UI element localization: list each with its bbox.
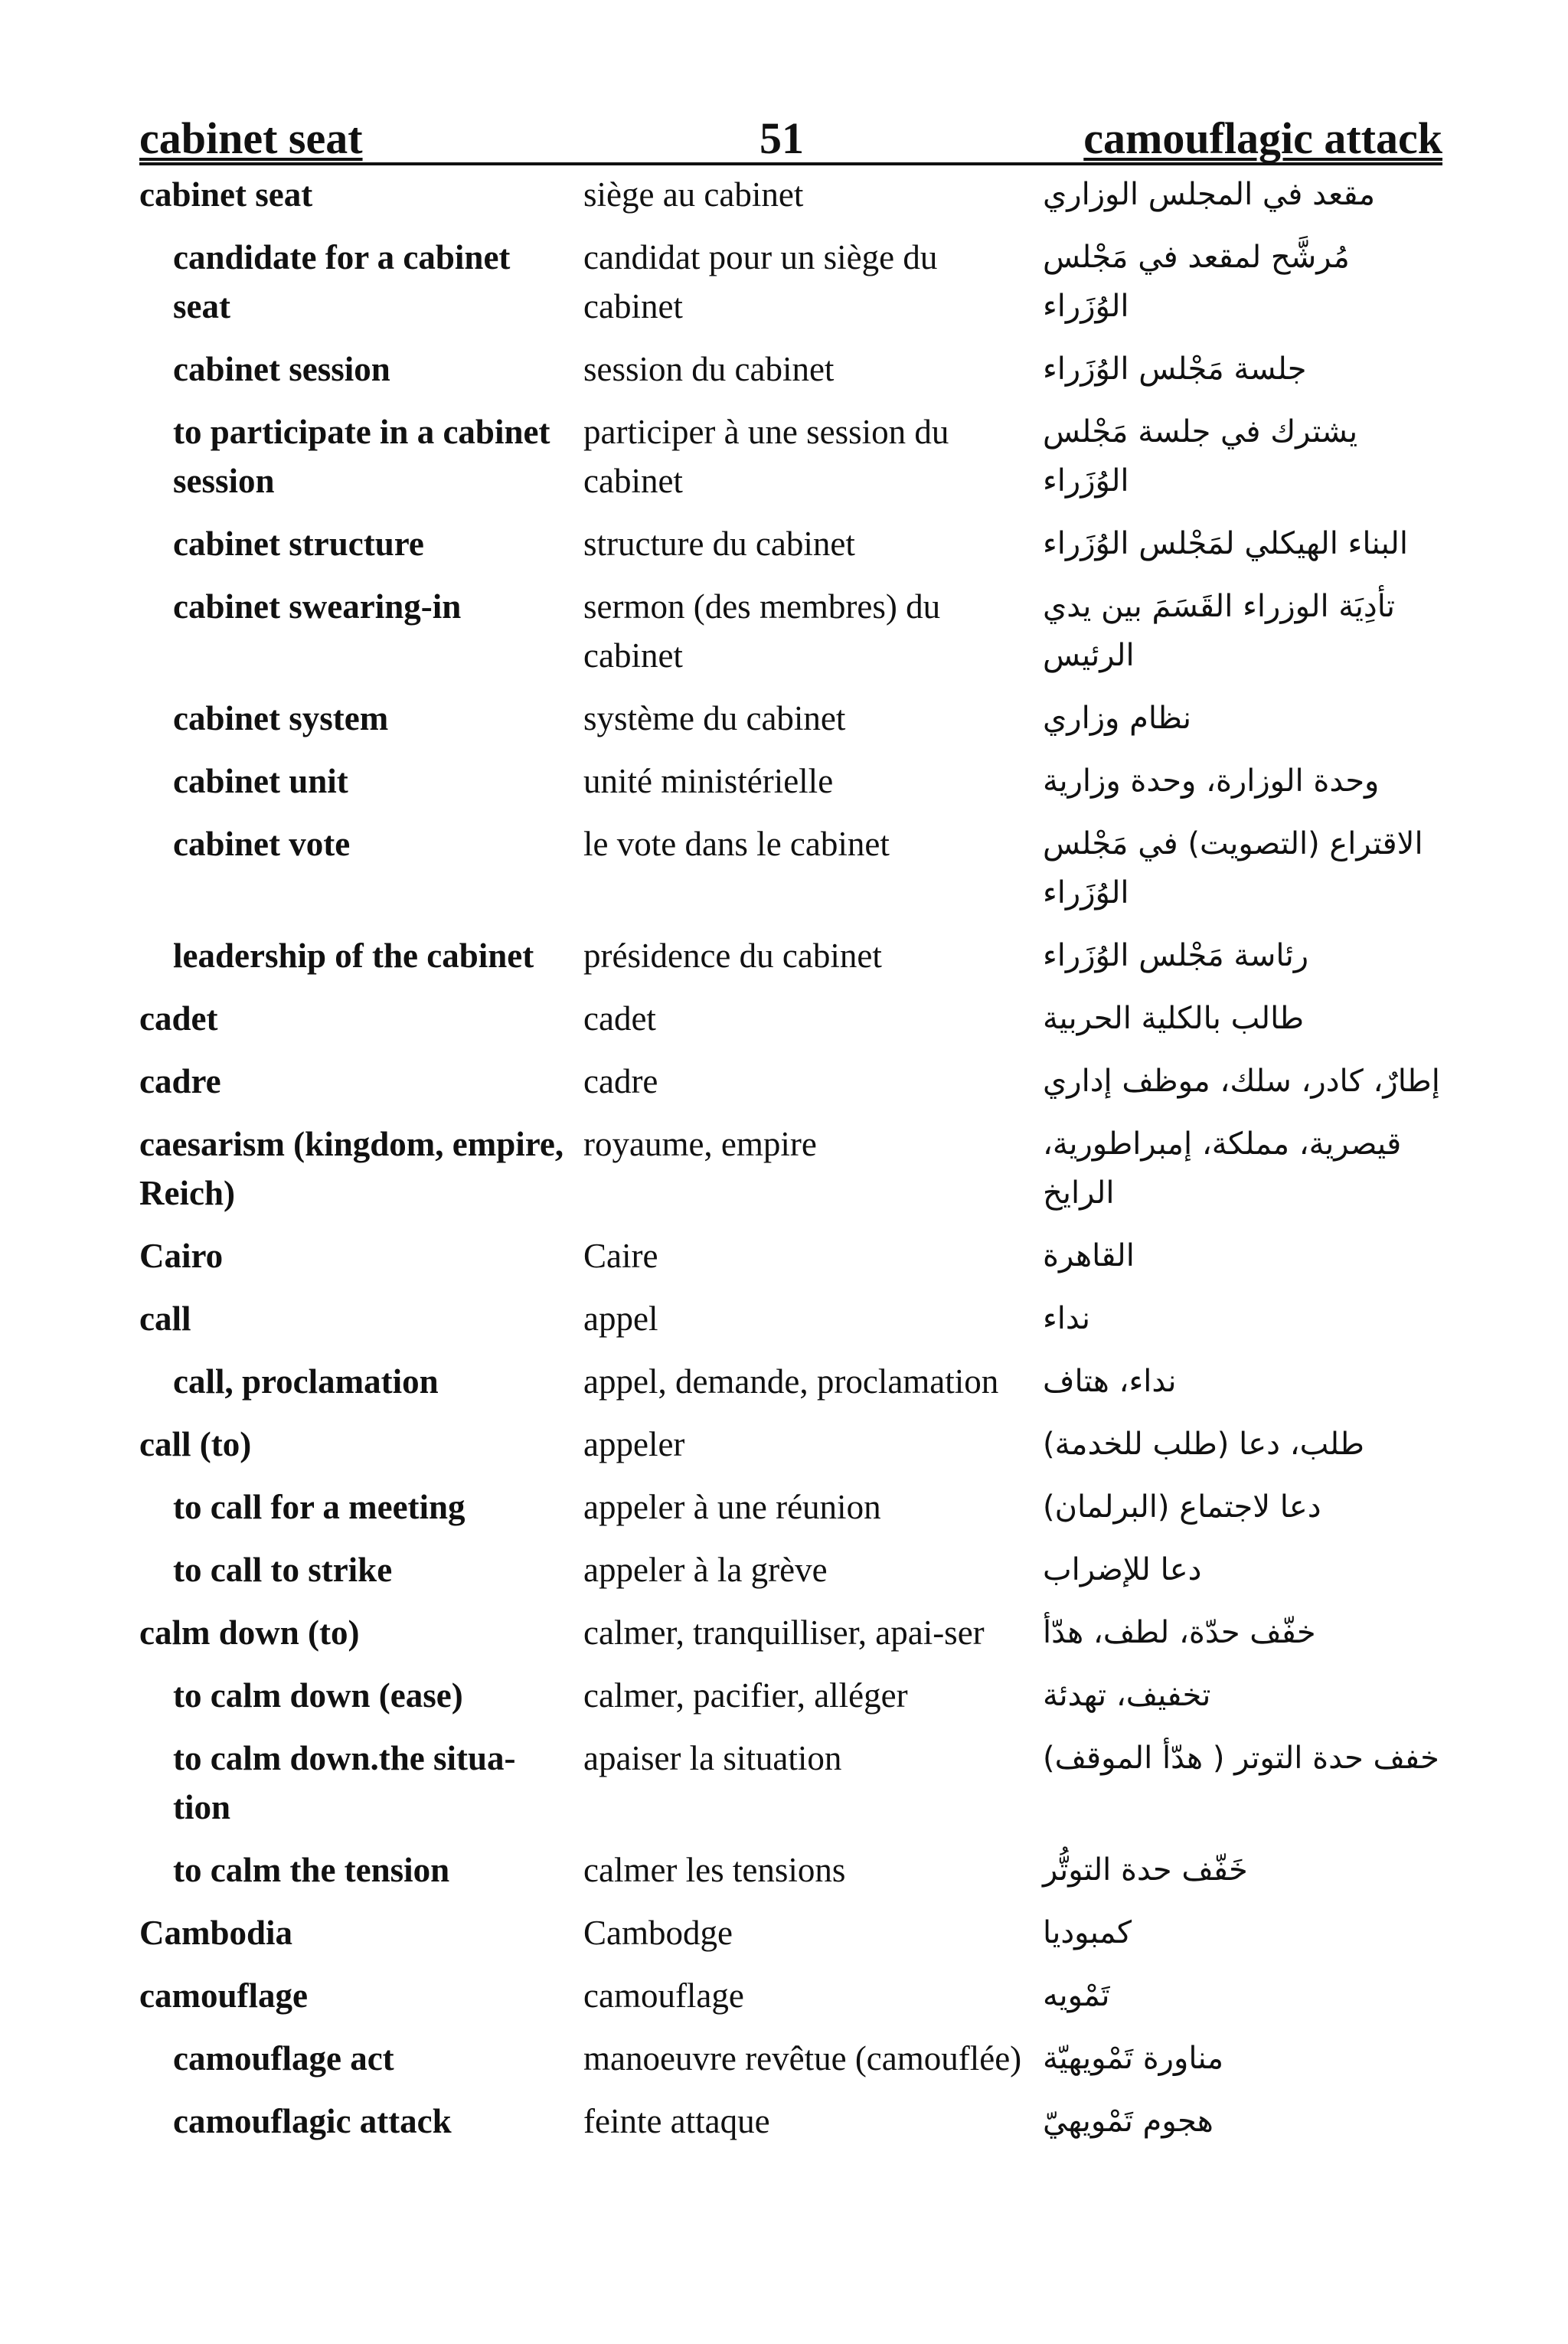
entry-arabic: تَمْويه — [1043, 1978, 1110, 2013]
entry-arabic: نظام وزاري — [1043, 701, 1191, 736]
dictionary-entry — [139, 2097, 1442, 2159]
entry-arabic: البناء الهيكلي لمَجْلس الوُزَراء — [1043, 526, 1408, 561]
dictionary-entry — [139, 1057, 1442, 1120]
entry-arabic: هجوم تَمْويهيّ — [1043, 2104, 1214, 2139]
entry-french: appeler — [583, 1425, 685, 1463]
dictionary-entry — [139, 170, 1442, 233]
entry-french: royaume, empire — [583, 1125, 817, 1163]
dictionary-entry — [139, 1671, 1442, 1734]
entry-english: cabinet seat — [139, 175, 313, 214]
dictionary-entry — [139, 1845, 1442, 1908]
dictionary-entry — [139, 1120, 1442, 1231]
entry-french: participer à une session du cabinet — [583, 413, 949, 500]
entry-english: to call for a meeting — [173, 1488, 466, 1526]
entry-french: calmer, tranquilliser, apai-ser — [583, 1613, 985, 1652]
dictionary-entry — [139, 1545, 1442, 1608]
entry-arabic: مُرشَّح لمقعد في مَجْلس الوُزَراء — [1043, 240, 1350, 324]
entry-arabic: تخفيف، تهدئة — [1043, 1678, 1211, 1713]
entry-french: Cambodge — [583, 1914, 733, 1952]
entry-french: candidat pour un siège du cabinet — [583, 238, 938, 325]
entry-english: cabinet swearing-in — [173, 587, 462, 626]
dictionary-entry — [139, 931, 1442, 994]
dictionary-entry — [139, 694, 1442, 757]
entry-french: calmer, pacifier, alléger — [583, 1676, 908, 1715]
page-number: 51 — [760, 113, 804, 163]
entry-english: cadet — [139, 999, 218, 1038]
entry-french: le vote dans le cabinet — [583, 825, 890, 863]
entry-arabic: كمبوديا — [1043, 1915, 1132, 1950]
entry-french: feinte attaque — [583, 2102, 770, 2140]
entry-french: calmer les tensions — [583, 1851, 846, 1889]
entry-arabic: يشترك في جلسة مَجْلس الوُزَراء — [1043, 414, 1358, 499]
entry-english: cabinet session — [173, 350, 390, 388]
entry-english: to call to strike — [173, 1551, 393, 1589]
entry-french: appeler à la grève — [583, 1551, 828, 1589]
entry-arabic: خفف حدة التوتر ( هدّأ الموقف) — [1043, 1741, 1439, 1776]
entry-english: leadership of the cabinet — [173, 937, 534, 975]
header-last-entry: camouflagic attack — [1083, 113, 1442, 163]
entry-arabic: وحدة الوزارة، وحدة وزارية — [1043, 763, 1380, 799]
entry-english: camouflage — [139, 1976, 308, 2015]
entry-english: cabinet vote — [173, 825, 351, 863]
entry-french: cadet — [583, 999, 656, 1038]
dictionary-entry — [139, 1734, 1442, 1845]
entry-arabic: نداء — [1043, 1301, 1091, 1336]
entry-english: calm down (to) — [139, 1613, 360, 1652]
entry-french: apaiser la situation — [583, 1739, 842, 1777]
entry-english: to calm down.the situa-tion — [173, 1739, 516, 1826]
dictionary-entry — [139, 757, 1442, 819]
entry-english: candidate for a cabinet seat — [173, 238, 511, 325]
dictionary-entry — [139, 1231, 1442, 1294]
entry-english: cabinet structure — [173, 525, 424, 563]
entry-arabic: طلب، دعا (طلب للخدمة) — [1043, 1427, 1364, 1462]
entry-arabic: دعا للإضراب — [1043, 1552, 1202, 1587]
entry-french: système du cabinet — [583, 699, 846, 737]
entry-english: camouflage act — [173, 2039, 394, 2078]
dictionary-entry — [139, 1483, 1442, 1545]
entry-french: session du cabinet — [583, 350, 835, 388]
entry-english: cabinet unit — [173, 762, 348, 800]
entry-arabic: جلسة مَجْلس الوُزَراء — [1043, 351, 1307, 387]
entry-arabic: مقعد في المجلس الوزاري — [1043, 177, 1376, 212]
entry-english: Cambodia — [139, 1914, 293, 1952]
dictionary-entry — [139, 345, 1442, 407]
entry-arabic: قيصرية، مملكة، إمبراطورية، الرايخ — [1043, 1126, 1402, 1211]
entry-french: camouflage — [583, 1976, 744, 2015]
entry-english: cabinet system — [173, 699, 389, 737]
dictionary-entry — [139, 1908, 1442, 1971]
entry-arabic: خَفّف حدة التوتُّر — [1043, 1852, 1248, 1888]
page-header — [139, 107, 1442, 165]
entry-english: cadre — [139, 1062, 221, 1100]
dictionary-page — [139, 107, 1442, 2159]
entry-arabic: مناورة تَمْويهيّة — [1043, 2041, 1223, 2076]
entry-arabic: تأدِيَة الوزراء القَسَمَ بين يدي الرئيس — [1043, 589, 1396, 673]
entries-list — [139, 170, 1442, 2159]
dictionary-entry — [139, 519, 1442, 582]
dictionary-entry — [139, 819, 1442, 931]
entry-french: présidence du cabinet — [583, 937, 882, 975]
entry-arabic: الاقتراع (التصويت) في مَجْلس الوُزَراء — [1043, 826, 1423, 910]
dictionary-entry — [139, 994, 1442, 1057]
entry-french: appeler à une réunion — [583, 1488, 881, 1526]
dictionary-entry — [139, 582, 1442, 694]
entry-arabic: رئاسة مَجْلس الوُزَراء — [1043, 938, 1309, 973]
header-first-entry: cabinet seat — [139, 113, 363, 163]
entry-english: to participate in a cabinet session — [173, 413, 550, 500]
dictionary-entry — [139, 2034, 1442, 2097]
entry-arabic: دعا لاجتماع (البرلمان) — [1043, 1489, 1321, 1525]
entry-french: unité ministérielle — [583, 762, 834, 800]
entry-arabic: طالب بالكلية الحربية — [1043, 1001, 1305, 1036]
entry-english: caesarism (kingdom, empire, Reich) — [139, 1125, 564, 1212]
entry-french: appel, demande, proclamation — [583, 1362, 999, 1401]
dictionary-entry — [139, 1971, 1442, 2034]
entry-french: structure du cabinet — [583, 525, 855, 563]
entry-french: cadre — [583, 1062, 658, 1100]
entry-french: siège au cabinet — [583, 175, 804, 214]
dictionary-entry — [139, 1420, 1442, 1483]
entry-french: sermon (des membres) du cabinet — [583, 587, 941, 675]
entry-arabic: نداء، هتاف — [1043, 1364, 1177, 1399]
entry-english: call — [139, 1299, 191, 1338]
entry-arabic: القاهرة — [1043, 1238, 1135, 1273]
entry-english: call (to) — [139, 1425, 252, 1463]
entry-english: to calm the tension — [173, 1851, 450, 1889]
entry-arabic: إطارٌ، كادر، سلك، موظف إداري — [1043, 1064, 1440, 1099]
dictionary-entry — [139, 233, 1442, 345]
entry-french: Caire — [583, 1237, 658, 1275]
dictionary-entry — [139, 1608, 1442, 1671]
entry-arabic: خفّف حدّة، لطف، هدّأ — [1043, 1615, 1316, 1650]
entry-english: Cairo — [139, 1237, 224, 1275]
entry-english: to calm down (ease) — [173, 1676, 463, 1715]
dictionary-entry — [139, 1357, 1442, 1420]
entry-english: call, proclamation — [173, 1362, 439, 1401]
entry-french: manoeuvre revêtue (camouflée) — [583, 2039, 1022, 2078]
entry-french: appel — [583, 1299, 658, 1338]
dictionary-entry — [139, 407, 1442, 519]
dictionary-entry — [139, 1294, 1442, 1357]
entry-english: camouflagic attack — [173, 2102, 452, 2140]
